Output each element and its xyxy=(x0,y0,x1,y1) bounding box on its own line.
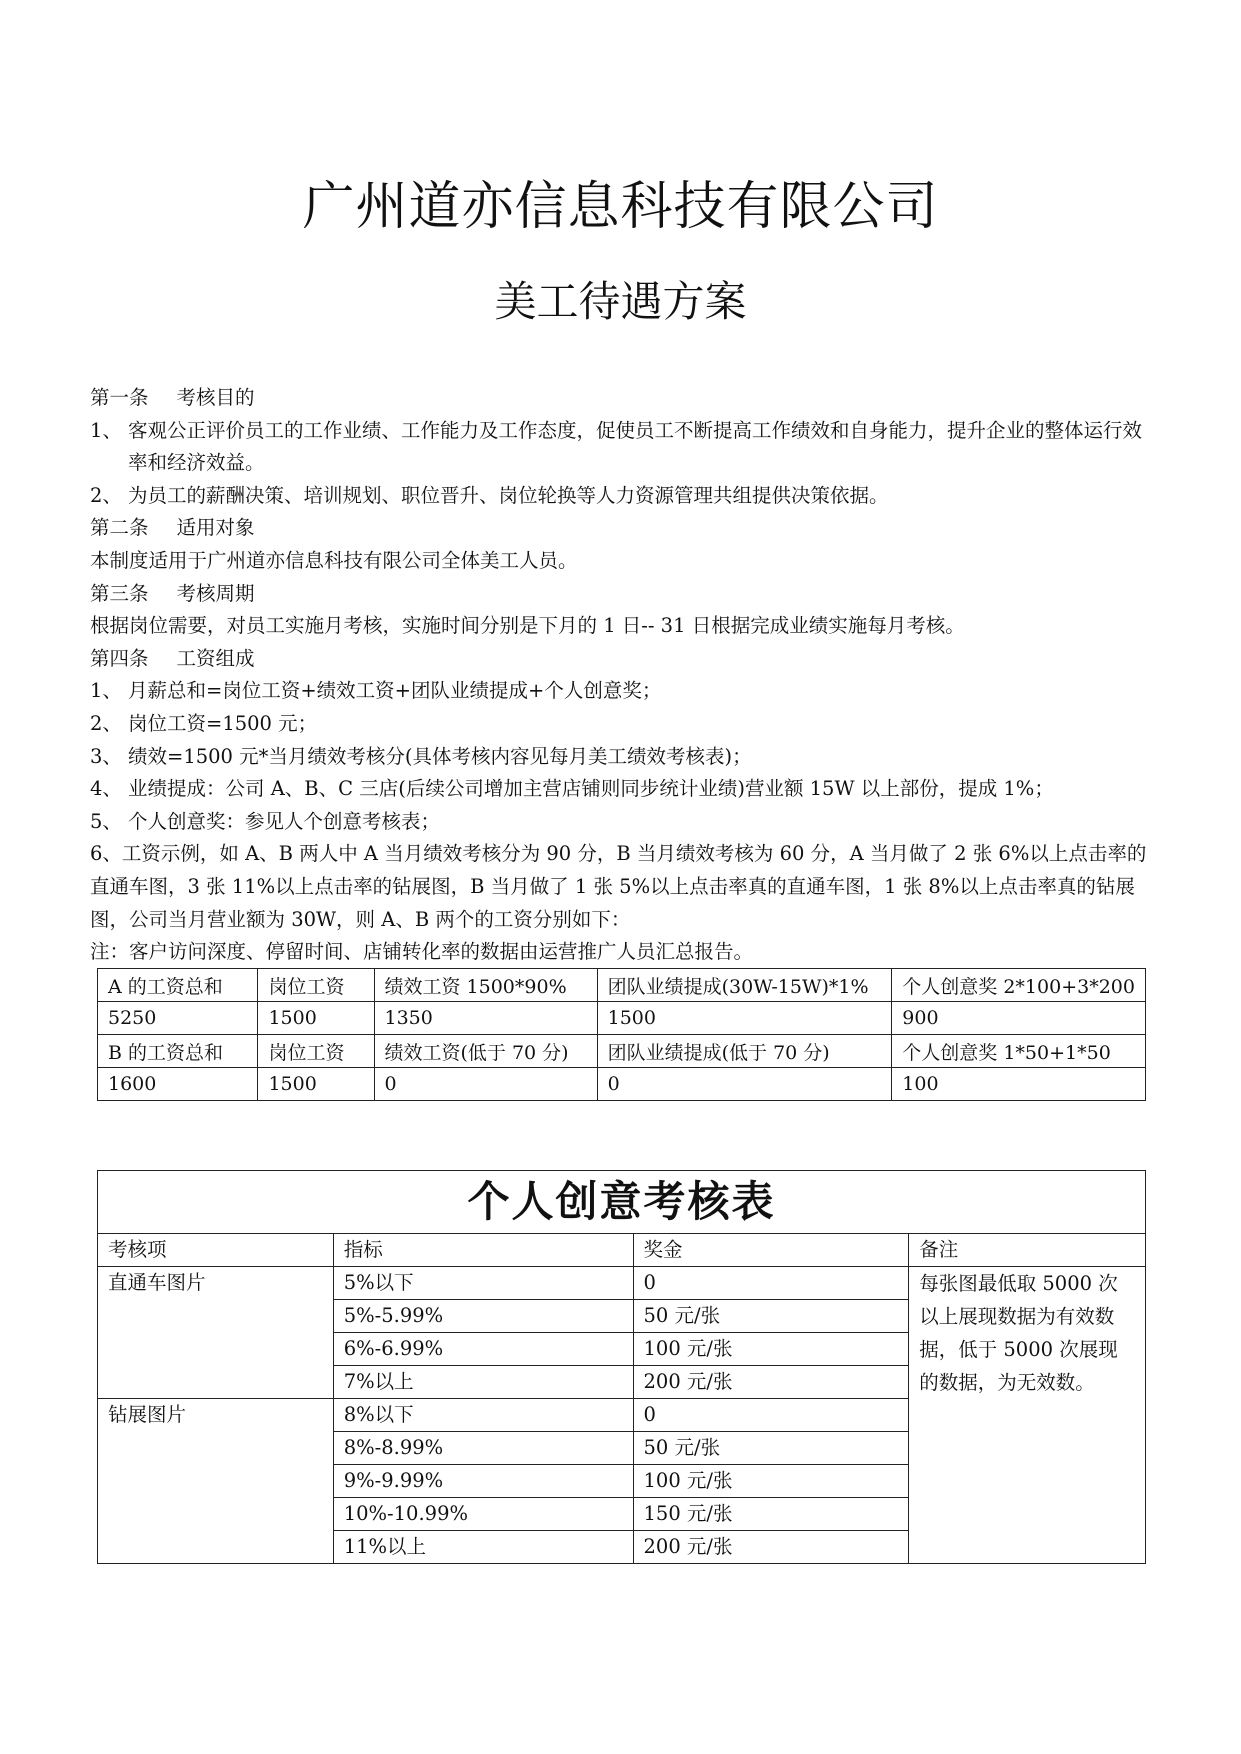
category-cell: 钻展图片 xyxy=(98,1399,334,1564)
bonus-cell: 150 元/张 xyxy=(633,1498,909,1531)
metric-cell: 5%-5.99% xyxy=(333,1300,633,1333)
bonus-cell: 50 元/张 xyxy=(633,1432,909,1465)
table-cell: B 的工资总和 xyxy=(98,1035,258,1068)
table-cell: 5250 xyxy=(98,1002,258,1035)
item-text: 为员工的薪酬决策、培训规划、职位晋升、岗位轮换等人力资源管理共组提供决策依据。 xyxy=(128,483,889,507)
table-row xyxy=(98,1035,1146,1068)
table-cell: 团队业绩提成(低于 70 分) xyxy=(597,1035,892,1068)
table-cell: 绩效工资 1500*90% xyxy=(374,969,597,1002)
metric-cell: 8%以下 xyxy=(333,1399,633,1432)
section-title: 考核周期 xyxy=(176,581,255,605)
salary-example-text: 6、工资示例，如 A、B 两人中 A 当月绩效考核分为 90 分，B 当月绩效考核为 60 分，A 当月做了 2 张 6%以上点击率的直通车图，3 张 11%以上点击率的钻展图，B 当月做了 1 张 5%以上点击率真的直通车图，1 张 8%以上点击率真的钻展图，公司当月营业额为 30W，则 A、B 两个的工资分别如下： xyxy=(90,842,1147,931)
section-label: 第三条 xyxy=(90,581,149,605)
column-header: 备注 xyxy=(909,1234,1146,1267)
bonus-cell: 200 元/张 xyxy=(633,1531,909,1564)
section-title: 考核目的 xyxy=(176,386,255,409)
document-title: 美工待遇方案 xyxy=(494,277,747,326)
item-number: 5、 xyxy=(90,809,122,833)
item-text: 个人创意奖：参见人个创意考核表； xyxy=(128,809,441,833)
item-text: 业绩提成：公司 A、B、C 三店(后续公司增加主营店铺则同步统计业绩)营业额 15W 以上部份，提成 1%； xyxy=(128,777,1054,801)
column-header: 奖金 xyxy=(633,1234,909,1267)
section-heading-1 xyxy=(90,382,1156,415)
table-header-row xyxy=(98,1234,1146,1267)
section-heading-2 xyxy=(90,512,1156,545)
section-title: 适用对象 xyxy=(176,516,255,540)
item-number: 4、 xyxy=(90,777,122,801)
table-cell: 1350 xyxy=(374,1002,597,1035)
table-cell: 1500 xyxy=(258,1002,374,1035)
table-cell: 0 xyxy=(374,1068,597,1101)
metric-cell: 7%以上 xyxy=(333,1366,633,1399)
list-item xyxy=(90,675,1156,708)
table-cell: 100 xyxy=(892,1068,1146,1101)
table-cell: 1500 xyxy=(597,1002,892,1035)
list-item xyxy=(90,773,1156,806)
company-title: 广州道亦信息科技有限公司 xyxy=(302,177,939,237)
table-cell: A 的工资总和 xyxy=(98,969,258,1002)
table-cell: 0 xyxy=(597,1068,892,1101)
remark-cell: 每张图最低取 5000 次以上展现数据为有效数据，低于 5000 次展现的数据，为无效数。 xyxy=(909,1267,1146,1564)
section-heading-4 xyxy=(90,643,1156,676)
table-cell: 个人创意奖 2*100+3*200 xyxy=(892,969,1146,1002)
metric-cell: 9%-9.99% xyxy=(333,1465,633,1498)
item-text: 月薪总和=岗位工资+绩效工资+团队业绩提成+个人创意奖； xyxy=(128,679,662,703)
table-cell: 1500 xyxy=(258,1068,374,1101)
table-cell: 绩效工资(低于 70 分) xyxy=(374,1035,597,1068)
table-row xyxy=(98,969,1146,1002)
metric-cell: 6%-6.99% xyxy=(333,1333,633,1366)
item-number: 1、 xyxy=(90,418,122,442)
item-number: 2、 xyxy=(90,711,122,735)
document-body xyxy=(90,382,1156,969)
column-header: 指标 xyxy=(333,1234,633,1267)
item-text: 岗位工资=1500 元； xyxy=(128,711,318,735)
section-label: 第四条 xyxy=(90,646,149,670)
bonus-cell: 100 元/张 xyxy=(633,1333,909,1366)
list-item xyxy=(90,806,1156,839)
table-cell: 团队业绩提成(30W-15W)*1% xyxy=(597,969,892,1002)
bonus-cell: 0 xyxy=(633,1399,909,1432)
category-cell: 直通车图片 xyxy=(98,1267,334,1399)
table-cell: 1600 xyxy=(98,1068,258,1101)
section-text: 本制度适用于广州道亦信息科技有限公司全体美工人员。 xyxy=(90,548,578,572)
metric-cell: 8%-8.99% xyxy=(333,1432,633,1465)
column-header: 考核项 xyxy=(98,1234,334,1267)
metric-cell: 11%以上 xyxy=(333,1531,633,1564)
table-row xyxy=(98,1068,1146,1101)
table-row xyxy=(98,1267,1146,1300)
table-title-row xyxy=(98,1171,1146,1234)
list-item xyxy=(90,708,1156,741)
creative-assessment-table xyxy=(97,1170,1146,1564)
list-item xyxy=(90,741,1156,774)
bonus-cell: 0 xyxy=(633,1267,909,1300)
list-item xyxy=(90,415,1156,480)
bonus-cell: 100 元/张 xyxy=(633,1465,909,1498)
item-text: 客观公正评价员工的工作业绩、工作能力及工作态度，促使员工不断提高工作绩效和自身能力，提升企业的整体运行效率和经济效益。 xyxy=(128,418,1143,475)
table-cell: 岗位工资 xyxy=(258,969,374,1002)
item-text: 绩效=1500 元*当月绩效考核分(具体考核内容见每月美工绩效考核表)； xyxy=(128,744,752,768)
metric-cell: 5%以下 xyxy=(333,1267,633,1300)
section-heading-3 xyxy=(90,578,1156,611)
bonus-cell: 50 元/张 xyxy=(633,1300,909,1333)
table-title: 个人创意考核表 xyxy=(98,1171,1146,1234)
table-cell: 岗位工资 xyxy=(258,1035,374,1068)
section-text: 根据岗位需要，对员工实施月考核，实施时间分别是下月的 1 日-- 31 日根据完成业绩实施每月考核。 xyxy=(90,614,965,638)
item-number: 1、 xyxy=(90,679,122,703)
item-number: 2、 xyxy=(90,483,122,507)
list-item xyxy=(90,480,1156,513)
salary-example-table xyxy=(97,968,1146,1101)
table-cell: 900 xyxy=(892,1002,1146,1035)
metric-cell: 10%-10.99% xyxy=(333,1498,633,1531)
table-cell: 个人创意奖 1*50+1*50 xyxy=(892,1035,1146,1068)
section-label: 第一条 xyxy=(90,386,149,409)
note-text: 注：客户访问深度、停留时间、店铺转化率的数据由运营推广人员汇总报告。 xyxy=(90,940,754,964)
section-title: 工资组成 xyxy=(176,646,255,670)
table-row xyxy=(98,1002,1146,1035)
item-number: 3、 xyxy=(90,744,122,768)
bonus-cell: 200 元/张 xyxy=(633,1366,909,1399)
section-label: 第二条 xyxy=(90,516,149,540)
